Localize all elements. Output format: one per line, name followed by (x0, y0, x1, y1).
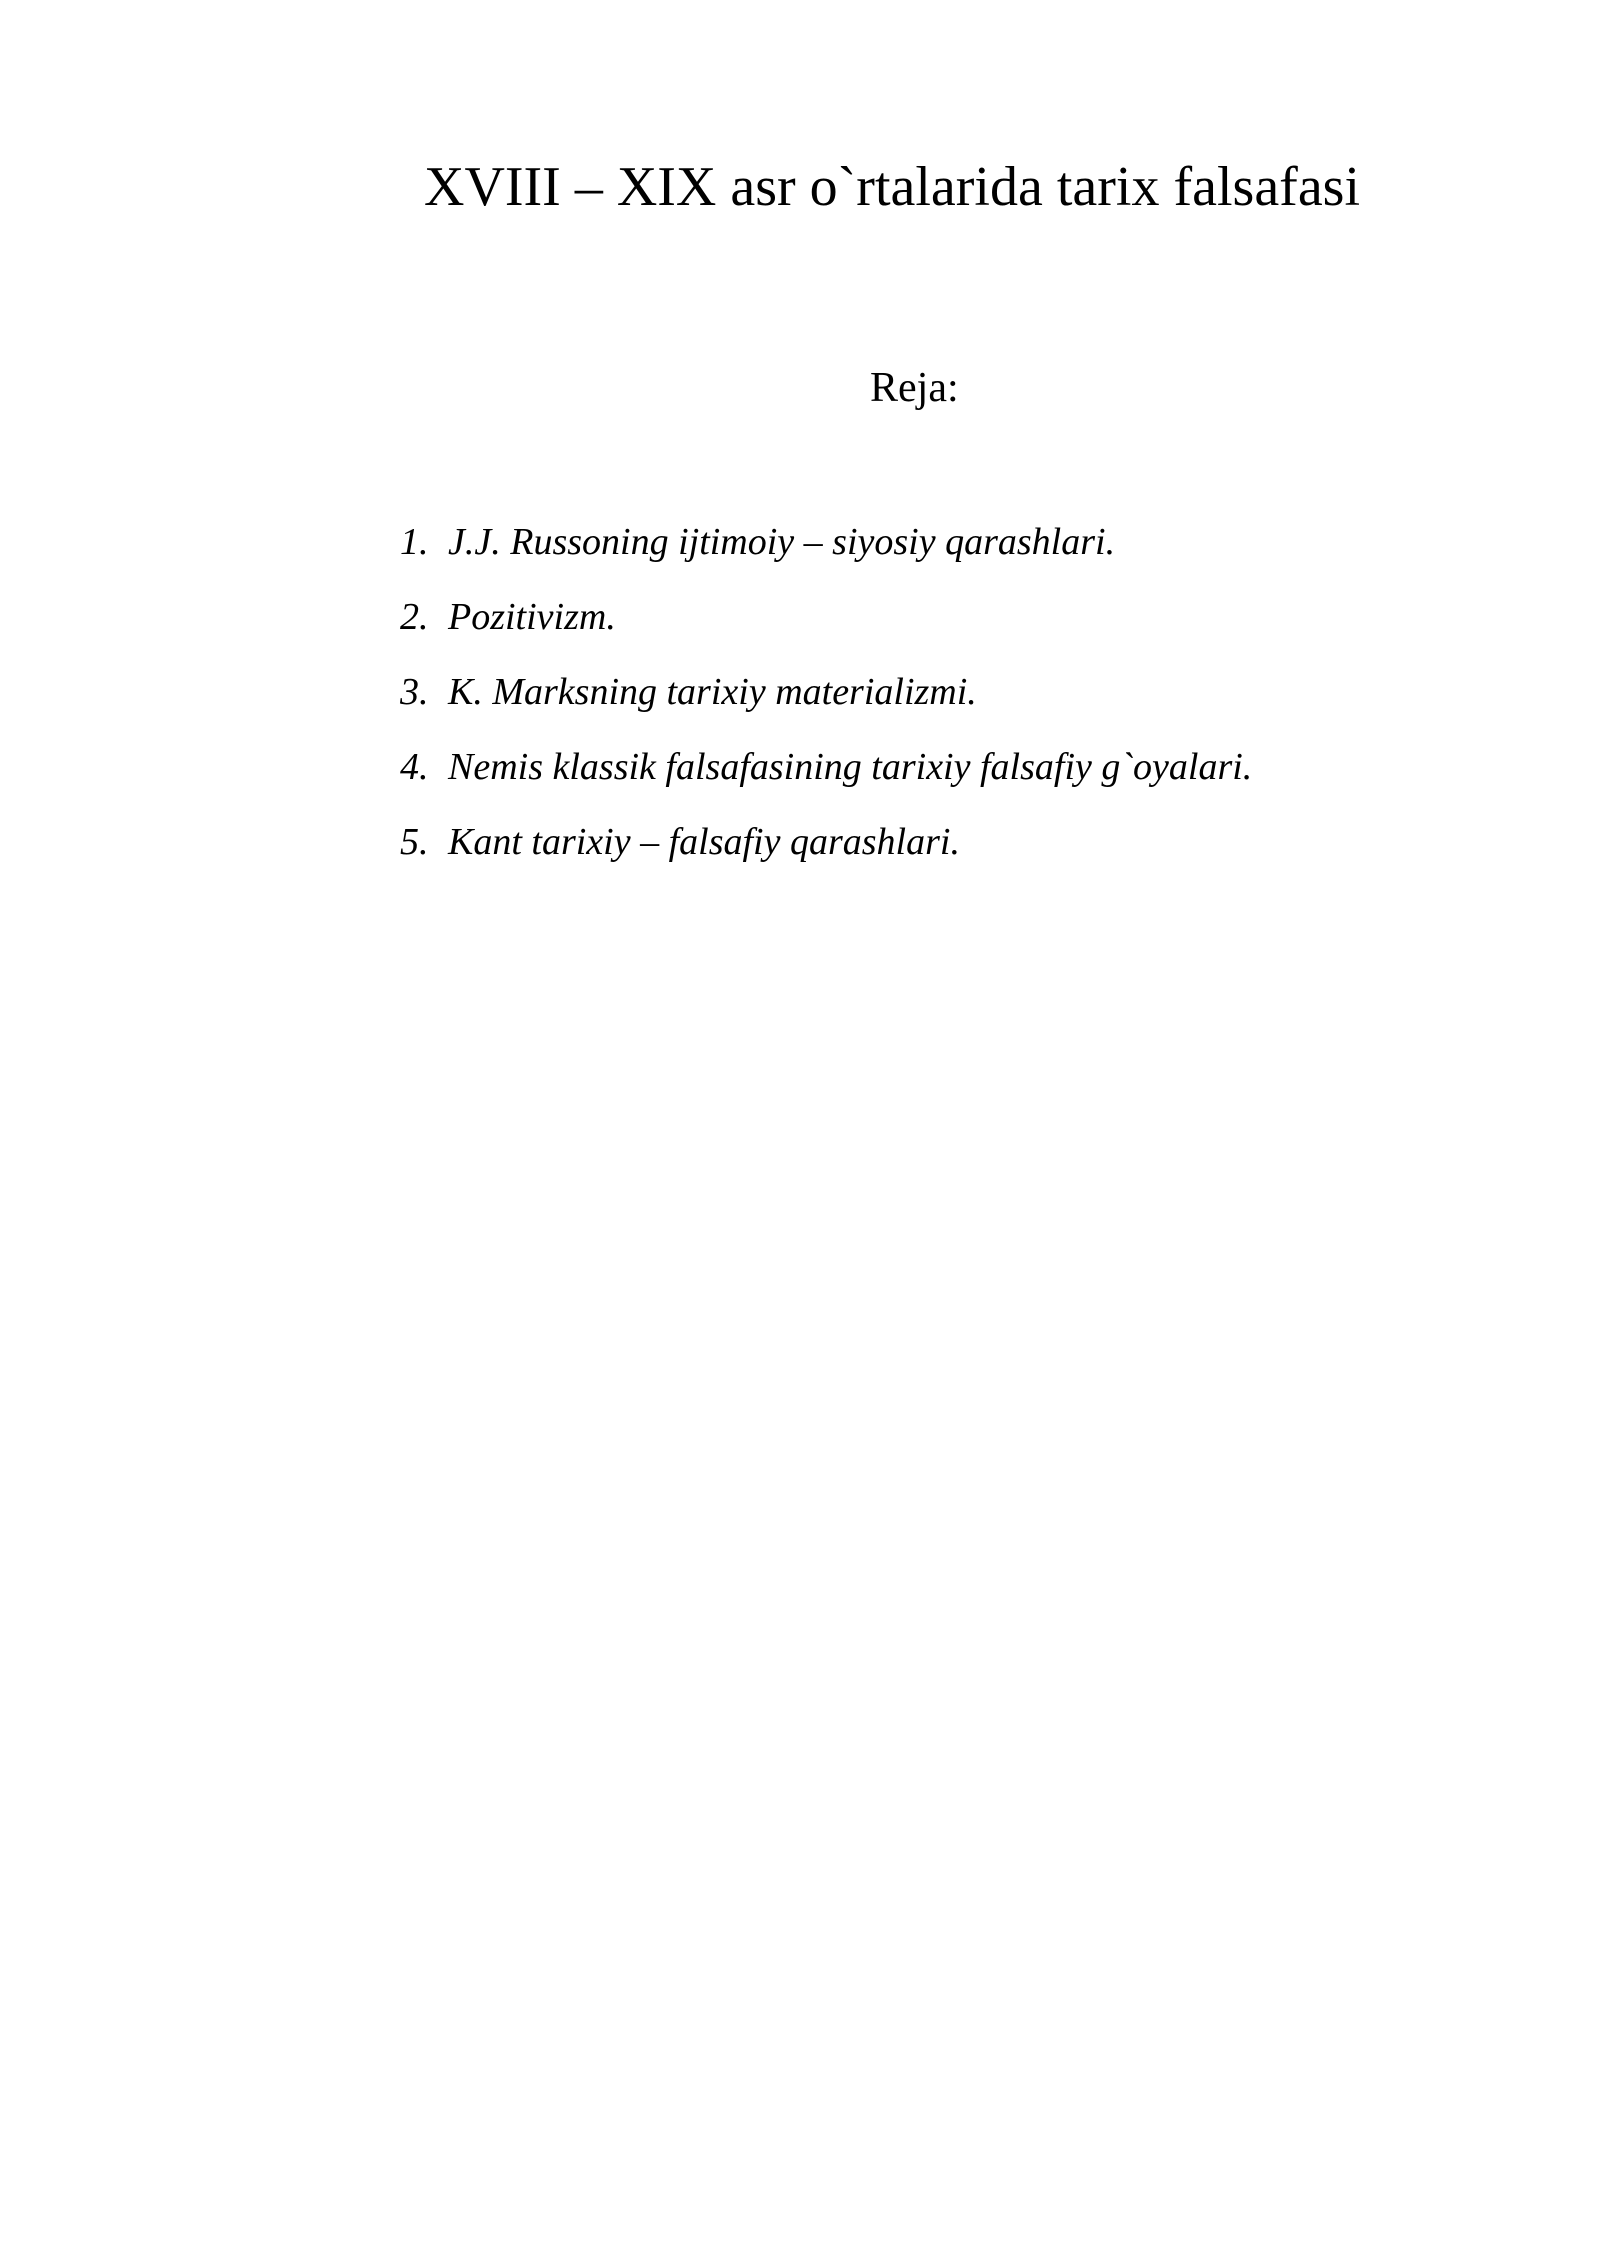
plan-item-number: 3. (400, 671, 429, 713)
plan-heading: Reja: (870, 365, 959, 411)
document-title: XVIII – XIX asr o`rtalarida tarix falsafasi (424, 156, 1361, 218)
plan-item (400, 580, 1252, 655)
plan-item-number: 4. (400, 746, 429, 788)
plan-item-number: 1. (400, 521, 429, 563)
plan-item-text: K. Marksning tarixiy materializmi. (448, 671, 977, 713)
plan-item (400, 655, 1252, 730)
plan-item (400, 730, 1252, 805)
plan-item-number: 5. (400, 821, 429, 863)
plan-item-text: Nemis klassik falsafasining tarixiy falsafiy g`oyalari. (448, 746, 1253, 788)
plan-item-number: 2. (400, 596, 429, 638)
plan-item-text: Pozitivizm. (448, 596, 616, 638)
plan-item-text: Kant tarixiy – falsafiy qarashlari. (448, 821, 960, 863)
plan-item-text: J.J. Russoning ijtimoiy – siyosiy qarashlari. (448, 521, 1116, 563)
plan-list (400, 505, 1252, 880)
plan-item (400, 505, 1252, 580)
plan-item (400, 805, 1252, 880)
